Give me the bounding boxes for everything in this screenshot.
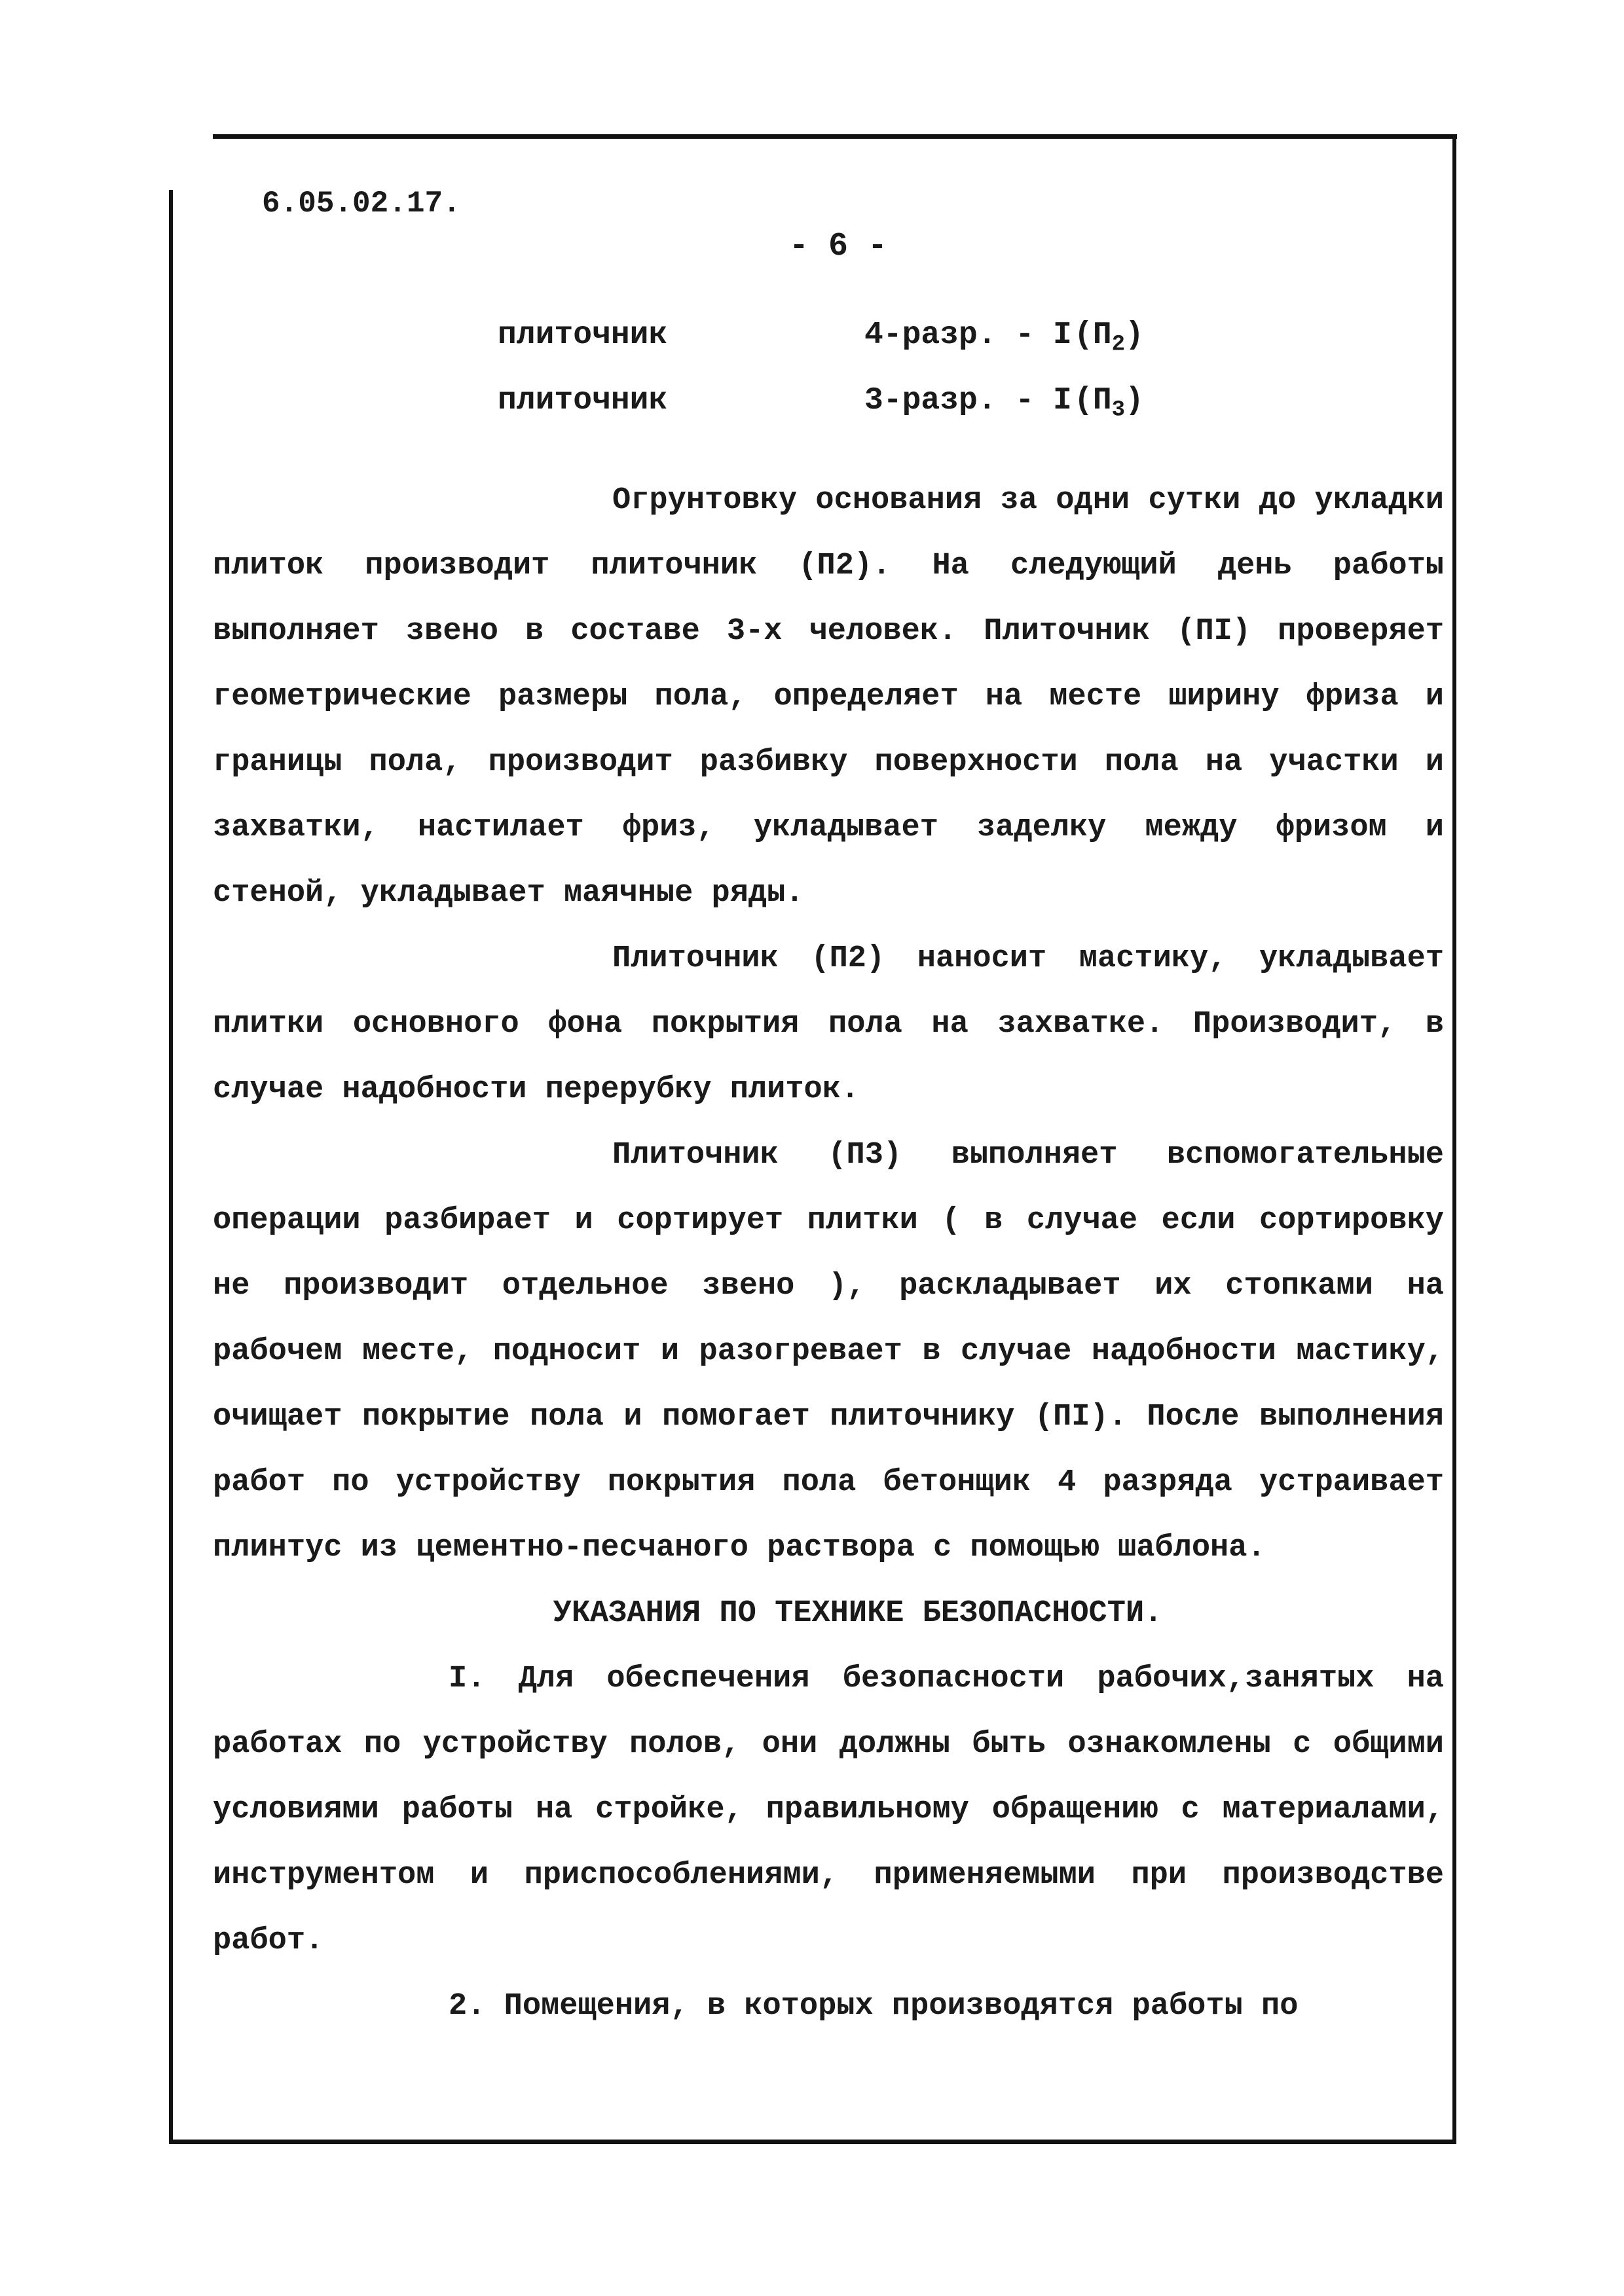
staff-role: плиточник [498, 383, 668, 418]
page-number: - 6 - [789, 228, 888, 265]
paragraph: I. Для обеспечения безопасности рабочих,занятых на работах по устройству полов, они должны быть ознакомлены с общими условиями работы на стройке, правильному обращению с материалами, инструментом и приспособлениями, применяемыми при производстве работ. [213, 1662, 1444, 1958]
paragraph: Плиточник (П2) наносит мастику, укладывает плитки основного фона покрытия пола на захватке. Производит, в случае надобности перерубку плиток. [213, 941, 1444, 1107]
frame-bottom-border [169, 2140, 1456, 2144]
section-heading: УКАЗАНИЯ ПО ТЕХНИКЕ БЕЗОПАСНОСТИ. [553, 1596, 1163, 1631]
frame-top-border [213, 134, 1457, 139]
staff-row [498, 318, 1144, 357]
document-body [213, 468, 1444, 2039]
staff-code: $(П_3)$ [1074, 383, 1144, 423]
frame-left-border [169, 190, 173, 2144]
paragraph: Огрунтовку основания за одни сутки до укладки плиток производит плиточник (П2). На следующий день работы выполняет звено в составе 3-х человек. Плиточник (ПI) проверяет геометрические размеры пола, определяет на месте ширину фриза и границы пола, производит разбивку поверхности пола на участки и захватки, настилает фриз, укладывает заделку между фризом и стеной, укладывает маячные ряды. [213, 483, 1444, 911]
staff-code: $(П_2)$ [1074, 318, 1144, 357]
paragraph: 2. Помещения, в которых производятся работы по [449, 1989, 1299, 2024]
staff-row [498, 383, 1144, 423]
staff-grade: 4-разр. - I [864, 318, 1072, 353]
paragraph: Плиточник (П3) выполняет вспомогательные операции разбирает и сортирует плитки ( в случае если сортировку не производит отдельное звено ), раскладывает их стопками на рабочем месте, подносит и разогревает в случае надобности мастику, очищает покрытие пола и помогает плиточнику (ПI). После выполнения работ по устройству покрытия пола бетонщик 4 разряда устраивает плинтус из цементно-песчаного раствора с помощью шаблона. [213, 1138, 1444, 1565]
document-code: 6.05.02.17. [262, 187, 461, 221]
staff-grade: 3-разр. - I [864, 383, 1072, 418]
staff-role: плиточник [498, 318, 668, 353]
frame-right-border [1452, 134, 1456, 2144]
